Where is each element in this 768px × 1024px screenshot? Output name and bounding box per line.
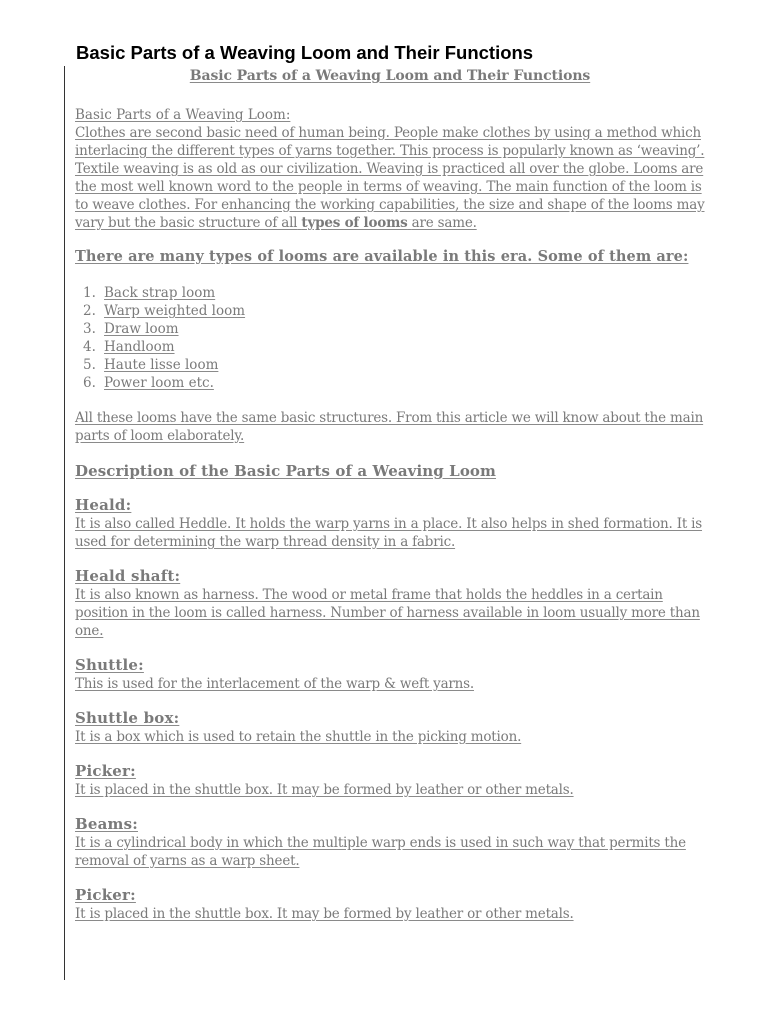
part-description: This is used for the interlacement of the warp & weft yarns.	[75, 676, 474, 692]
list-item	[83, 302, 705, 320]
list-item-label: Warp weighted loom	[104, 303, 246, 319]
list-item-label: Handloom	[104, 339, 175, 355]
part-name: Picker:	[75, 762, 136, 780]
list-item-number: 1.	[83, 285, 96, 301]
part-description: It is a cylindrical body in which the multiple warp ends is used in such way that permits the removal of yarns as a warp sheet.	[75, 835, 686, 869]
list-item-number: 2.	[83, 303, 96, 319]
intro-label: Basic Parts of a Weaving Loom:	[75, 107, 291, 123]
list-item	[83, 338, 705, 356]
intro-text: Clothes are second basic need of human being. People make clothes by using a method which interlacing the different types of yarns together. This process is popularly known as ‘weaving’. Textile weaving is as old as our civilization. Weaving is practiced all over the globe. Looms are the most well known word to the people in terms of weaving. The main function of the loom is to weave clothes. For enhancing the working capabilities, the size and shape of the looms may vary but the basic structure of all	[75, 125, 705, 231]
article-title: Basic Parts of a Weaving Loom and Their Functions	[189, 68, 591, 84]
list-item-number: 6.	[83, 375, 96, 391]
list-item-label: Back strap loom	[104, 285, 216, 301]
part-section-picker-repeat	[75, 886, 705, 923]
part-description: It is placed in the shuttle box. It may be formed by leather or other metals.	[75, 906, 574, 922]
list-item-label: Haute lisse loom	[104, 357, 219, 373]
part-description: It is a box which is used to retain the shuttle in the picking motion.	[75, 729, 522, 745]
article-body	[75, 66, 705, 923]
part-name: Shuttle box:	[75, 709, 180, 727]
part-section-beams	[75, 815, 705, 870]
part-section-shuttle-box	[75, 709, 705, 746]
summary-paragraph: All these looms have the same basic structures. From this article we will know about the main parts of loom elaborately.	[75, 410, 704, 444]
list-item-number: 5.	[83, 357, 96, 373]
part-section-heald-shaft	[75, 567, 705, 640]
page-margin-rule	[64, 66, 65, 980]
part-name: Heald:	[75, 496, 132, 514]
description-heading: Description of the Basic Parts of a Weaving Loom	[75, 462, 497, 480]
list-item-number: 4.	[83, 339, 96, 355]
list-item	[83, 284, 705, 302]
list-item-label: Power loom etc.	[104, 375, 214, 391]
part-name: Heald shaft:	[75, 567, 181, 585]
list-item	[83, 320, 705, 338]
intro-paragraph	[75, 124, 705, 232]
list-item-number: 3.	[83, 321, 96, 337]
part-section-shuttle	[75, 656, 705, 693]
loom-types-list	[83, 284, 705, 392]
list-item	[83, 374, 705, 392]
part-name: Shuttle:	[75, 656, 144, 674]
part-section-picker	[75, 762, 705, 799]
document-title: Basic Parts of a Weaving Loom and Their Functions	[76, 42, 534, 63]
list-item-label: Draw loom	[104, 321, 179, 337]
part-description: It is placed in the shuttle box. It may be formed by leather or other metals.	[75, 782, 574, 798]
part-section-heald	[75, 496, 705, 551]
intro-bold-text: types of looms	[301, 215, 408, 231]
part-description: It is also known as harness. The wood or metal frame that holds the heddles in a certain position in the loom is called harness. Number of harness available in loom usually more than one.	[75, 587, 700, 639]
loom-types-heading: There are many types of looms are available in this era. Some of them are:	[75, 248, 689, 265]
list-item	[83, 356, 705, 374]
intro-end-text: are same.	[411, 215, 477, 231]
part-description: It is also called Heddle. It holds the warp yarns in a place. It also helps in shed formation. It is used for determining the warp thread density in a fabric.	[75, 516, 703, 550]
part-name: Picker:	[75, 886, 136, 904]
part-name: Beams:	[75, 815, 138, 833]
